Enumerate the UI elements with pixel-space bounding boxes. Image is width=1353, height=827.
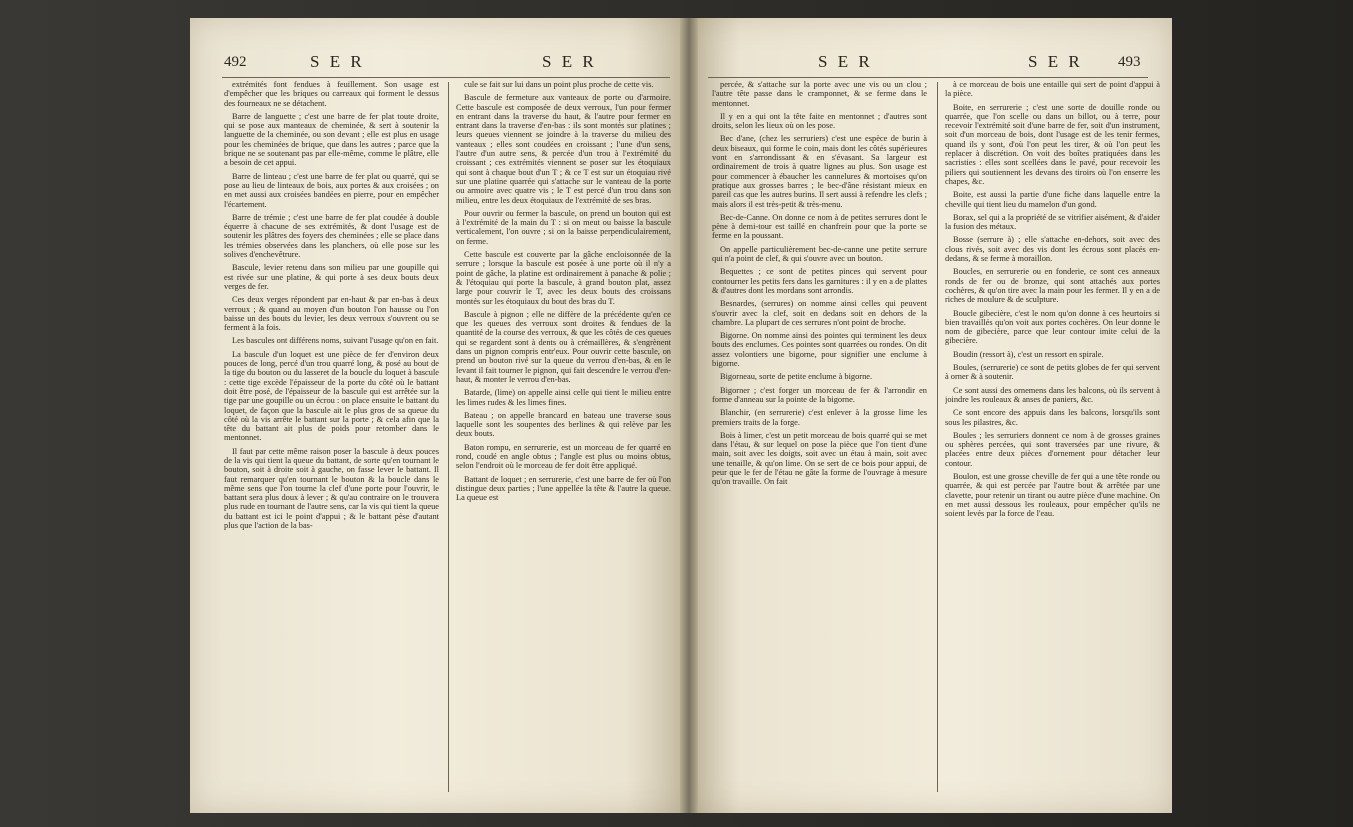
entry-paragraph: Barre de trémie ; c'est une barre de fer plat coudée à double équerre à chacune de ses extrémités, & dont l'usage est de soutenir les plâtres des foyers des cheminées ; elle se place dans les trémies observées dans les planchers, où elle pose sur les solives d'enchevêtrure. (224, 212, 439, 260)
running-head-left-1: S E R (310, 52, 365, 71)
entry-paragraph: Bois à limer, c'est un petit morceau de bois quarré qui se met dans l'étau, & sur lequel on pose la pièce que l'on tient d'une main, soit avec les doigts, soit avec un étau à main, soit avec une tenaille, & qu'on lime. On se sert de ce bois pour appui, de peur que le fer de l'étau ne gâte la forme de l'ouvrage à mesure qu'on travaille. On fait (712, 430, 927, 487)
entry-paragraph: Bigorner ; c'est forger un morceau de fer & l'arrondir en forme d'anneau sur la pointe de la bigorne. (712, 385, 927, 404)
entry-paragraph: Boudin (ressort à), c'est un ressort en spirale. (953, 349, 1104, 359)
entry-paragraph: Cette bascule est couverte par la gâche encloisonnée de la serrure ; lorsque la bascule est posée à une porte où il n'y a point de gâche, la platine est ordinairement à panache & polie ; & l'étoquiau qui porte la bascule, à grand bouton plat, assez large pour couvrir le T, avec les deux bouts des croissans montés sur les étoquiaux du bout des bras du T. (456, 250, 671, 306)
left-page-column-2 (456, 80, 671, 800)
entry-paragraph: Barre de languette ; c'est une barre de fer plat toute droite, qui se pose aux manteaux de cheminée, & sert à soutenir la languette de la cheminée, ou son devant ; elle est plus en usage pour les cheminées de brique, que dans les autres ; parce que la brique ne se soutenant pas par elle-même, comme le plâtre, elle a besoin de cet appui. (224, 111, 439, 168)
entry-paragraph: Batarde, (lime) on appelle ainsi celle qui tient le milieu entre les limes rudes & les limes fines. (456, 388, 671, 407)
entry-paragraph: Bascule de fermeture aux vanteaux de porte ou d'armoire. Cette bascule est composée de deux verroux, l'un pour fermer en entrant dans la traverse du haut, & l'autre pour fermer en entrant dans la traverse d'en-bas : ils sont montés sur platines ; leurs queues viennent se joindre à la traverse du milieu des vanteaux ; elles sont coudées en croissant ; l'une d'un sens, l'autre d'un autre sens, & percée d'un trou à l'extrémité du croissant ; ces extrémités viennent se poser sur les étoquiaux qui sont à chaque bout d'un T ; & ce T est sur un étoquiau rivé sur une platine quarrée qui s'attache sur le vanteau de la porte ou armoire avec quatre vis ; le T est percé d'un trou dans son milieu, entre les deux étoquiaux de l'extrémité de ses bras. (456, 93, 671, 205)
entry-paragraph: Pour ouvrir ou fermer la bascule, on prend un bouton qui est à l'extrémité de la main du T : si on meut ou baisse la bascule verticalement, l'on ouvre ; si on la baisse perpendiculairement, on ferme. (456, 208, 671, 246)
entry-paragraph: Ce sont aussi des ornemens dans les balcons, où ils servent à joindre les rouleaux & anses de paniers, &c. (945, 385, 1160, 404)
entry-paragraph: Bec d'ane, (chez les serruriers) c'est une espèce de burin à deux biseaux, qui forme le coin, mais dont les côtés supérieures vont en s'arrondissant & en s'évasant. Sa largeur est ordinairement de trois à quatre lignes au plus. Son usage est pour commencer à ébaucher les cannelures & mortoises qu'on pratique aux grosses barres ; le bec-d'âne résistant mieux en pareil cas que les autres burins. Il sert aussi à refendre les clefs ; mais alors il est très-petit & très-menu. (712, 134, 927, 209)
entry-paragraph: Bosse (serrure à) ; elle s'attache en-dehors, soit avec des clous rivés, soit avec des vis dont les écrous sont placés en-dedans, & se ferme à moraillon. (945, 235, 1160, 264)
entry-paragraph: Ce sont encore des appuis dans les balcons, lorsqu'ils sont sous les pilastres, &c. (945, 408, 1160, 427)
column-rule-left (448, 82, 449, 792)
running-head-right-1: S E R (818, 52, 873, 71)
entry-paragraph: Baton rompu, en serrurerie, est un morceau de fer quarré en rond, coudé en angle obtus ; l'angle est plus ou moins obtus, selon l'endroit où le morceau de fer doit être appliqué. (456, 442, 671, 471)
running-head-left-2: S E R (542, 52, 597, 71)
entry-paragraph: Borax, sel qui a la propriété de se vitrifier aisément, & d'aider la fusion des métaux. (945, 212, 1160, 232)
right-page-column-1 (712, 80, 927, 800)
entry-paragraph: Blanchir, (en serrurerie) c'est enlever à la grosse lime les premiers traits de la forge. (712, 408, 927, 427)
entry-paragraph: Les bascules ont différens noms, suivant l'usage qu'on en fait. (232, 336, 439, 346)
entry-paragraph: Bequettes ; ce sont de petites pinces qui servent pour contourner les petits fers dans les garnitures : il y en a de plattes & d'autres dont les mordans sont arrondis. (712, 267, 927, 295)
head-rule-left (222, 77, 670, 78)
entry-paragraph: Boulon, est une grosse cheville de fer qui a une tête ronde ou quarrée, & qui est percée par l'autre bout & arrêtée par une clavette, pour retenir un tirant ou autre pièce d'une machine. On en met aussi dessous les rouleaux, pour empêcher qu'ils ne soient levés par la force de l'eau. (945, 471, 1160, 519)
entry-paragraph: Boucles, en serrurerie ou en fonderie, ce sont ces anneaux ronds de fer ou de bronze, qui sont attachés aux portes cochères, & qu'on tire avec la main pour les fermer. Il y en a de riches de moulure & de sculpture. (945, 267, 1160, 305)
entry-paragraph: Bigorneau, sorte de petite enclume à bigorne. (720, 372, 873, 382)
entry-paragraph: On appelle particulièrement bec-de-canne une petite serrure qui n'a point de clef, & qui s'ouvre avec un bouton. (712, 244, 927, 264)
entry-paragraph: Boules, (serrurerie) ce sont de petits globes de fer qui servent à orner & à soutenir. (945, 363, 1160, 382)
entry-paragraph: Il y en a qui ont la tête faite en mentonnet ; d'autres sont droits, selon les lieux où on les pose. (712, 111, 927, 131)
entry-paragraph: Besnardes, (serrures) on nomme ainsi celles qui peuvent s'ouvrir avec la clef, soit en dedans soit en dehors de la chambre. La plupart de ces serrures n'ont point de broche. (712, 299, 927, 327)
entry-paragraph: Bec-de-Canne. On donne ce nom à de petites serrures dont le pène à demi-tour est taillé en chanfrein pour que la porte se ferme en la poussant. (712, 212, 927, 241)
entry-paragraph: Bascule, levier retenu dans son milieu par une goupille qui est rivée sur une platine, & qui porte à ses deux bouts deux verges de fer. (224, 263, 439, 291)
running-head-right-2: S E R (1028, 52, 1083, 71)
entry-paragraph: à ce morceau de bois une entaille qui sert de point d'appui à la pièce. (945, 80, 1160, 99)
entry-paragraph: Il faut par cette même raison poser la bascule à deux pouces de la vis qui tient la queue du battant, de sorte qu'en tournant le bouton, soit à droite soit à gauche, on fasse lever le battant. Il faut remarquer qu'en tournant le bouton & la boucle dans le même sens que l'on tourne la clef d'une porte pour l'ouvrir, le battant sera plus doux à lever ; & qu'au contraire on le trouvera plus rude en tournant de l'autre sens, car la vis qui tient la queue du battant est ici le point d'appui ; & le battant pèse d'autant plus que l'action de la bas- (224, 446, 439, 531)
entry-paragraph: Boules ; les serruriers donnent ce nom à de grosses graines ou sphères percées, qui sont traversées par une rivure, & placées entre deux pièces d'ornement pour détacher leur contour. (945, 430, 1160, 468)
entry-paragraph: Barre de linteau ; c'est une barre de fer plat ou quarré, qui se pose au lieu de linteaux de bois, aux portes & aux croisées ; on en met aussi aux croisées bandées en pierre, pour en empêcher l'écartement. (224, 171, 439, 209)
entry-paragraph: Boucle gibecière, c'est le nom qu'on donne à ces heurtoirs si bien travaillés qu'on voit aux portes cochères. On leur donne le nom de gibecière, parce que leur contour imite celui de la gibecière. (945, 308, 1160, 346)
page-number-right: 493 (1118, 54, 1141, 70)
entry-paragraph: Bateau ; on appelle brancard en bateau une traverse sous laquelle sont les soupentes des berlines & qui relève par les deux bouts. (456, 410, 671, 439)
entry-paragraph: La bascule d'un loquet est une pièce de fer d'environ deux pouces de long, percé d'un trou quarré long, & posé au bout de la tige du bouton ou du lasseret de la boucle du loquet à bascule : cette tige excède l'épaisseur de la porte du côté où le battant doit être posé, de l'épaisseur de la bascule qui est arrêtée sur la tige par une goupille ou un écrou : on place ensuite le battant du loquet, de façon que la bascule ait le plus gros de sa queue du côté où la vis arrête le battant sur la porte ; & cela afin que la tête du battant ait plus de poids pour retomber dans le mentonnet. (224, 349, 439, 443)
entry-paragraph: Ces deux verges répondent par en-haut & par en-bas à deux verroux ; & quand au moyen d'un bouton l'on hausse ou l'on baisse un des bouts du levier, les deux verroux s'ouvrent ou se ferment à la fois. (224, 295, 439, 333)
entry-paragraph: percée, & s'attache sur la porte avec une vis ou un clou ; l'autre tête passe dans le cramponnet, & se ferme dans le mentonnet. (712, 80, 927, 108)
entry-paragraph: extrémités font fendues à feuillement. Son usage est d'empêcher que les briques ou carreaux qui forment le dessus des fourneaux ne se détachent. (224, 80, 439, 108)
head-rule-right (708, 77, 1148, 78)
left-page-column-1 (224, 80, 439, 800)
right-page-column-2 (945, 80, 1160, 800)
column-rule-right (937, 82, 938, 792)
entry-paragraph: Boite, est aussi la partie d'une fiche dans laquelle entre la cheville qui tient lieu du mamelon d'un gond. (945, 190, 1160, 209)
page-number-left: 492 (224, 54, 247, 70)
entry-paragraph: Bigorne. On nomme ainsi des pointes qui terminent les deux bouts des enclumes. Ces pointes sont quarrées ou rondes. On dit assez volontiers une bigorne, pour signifier une enclume à bigorne. (712, 331, 927, 369)
entry-paragraph: Bascule à pignon ; elle ne diffère de la précédente qu'en ce que les queues des verroux sont droites & fendues de la quantité de la course des verroux, & que les côtés de ces queues qui se regardent sont à dents ou à crémaillères, & s'engrènent dans un pignon compris entr'eux. Pour ouvrir cette bascule, on prend un bouton rivé sur la queue du verrou d'en-bas, & en le levant il fait tourner le pignon, qui fait descendre le verrou d'en-haut, & monter le verrou d'en-bas. (456, 309, 671, 384)
book-gutter (680, 18, 698, 813)
entry-paragraph: cule se fait sur lui dans un point plus proche de cette vis. (464, 80, 654, 89)
entry-paragraph: Boite, en serrurerie ; c'est une sorte de douille ronde ou quarrée, que l'on scelle ou dans un billot, ou à terre, pour recevoir l'extrémité soit d'une barre de fer, soit d'un instrument, soit d'un morceau de bois, dont l'usage est de les tenir fermes, quand ils y sont, d'où l'on peut les tirer, & où l'on peut les replacer à discrétion. On voit des boîtes pratiquées dans les sacristies : elles sont scellées dans le pavé, pour recevoir les piliers qui soutiennent les devans des tiroirs où l'on enserre les chapes, &c. (945, 102, 1160, 186)
entry-paragraph: Battant de loquet ; en serrurerie, c'est une barre de fer où l'on distingue deux parties ; l'une appellée la tête & l'autre la queue. La queue est (456, 474, 671, 503)
